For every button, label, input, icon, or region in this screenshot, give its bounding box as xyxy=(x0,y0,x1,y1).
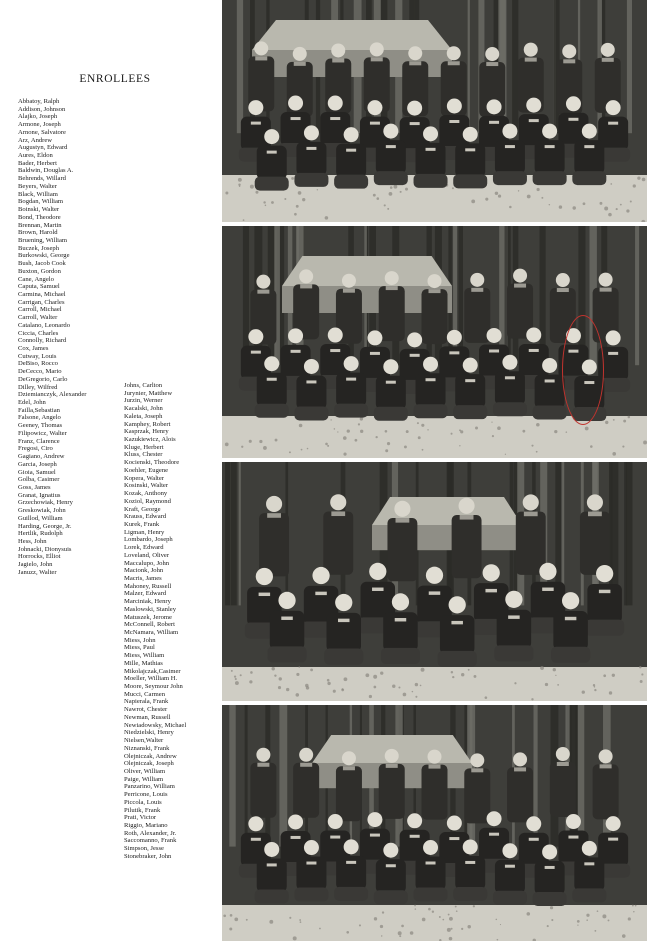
roster-name: Maslowski, Stanley xyxy=(124,605,177,613)
roster-name: Golba, Casimer xyxy=(18,476,60,484)
photo-image xyxy=(222,0,647,222)
highlight-circle xyxy=(562,315,604,425)
roster-name: McNamara, William xyxy=(124,629,179,636)
roster-name: Fregosi, Ciro xyxy=(18,445,53,453)
roster-name: Cox, James xyxy=(18,345,49,352)
roster-name: Greskowiak, John xyxy=(18,507,66,515)
roster-name: Gioia, Samuel xyxy=(18,468,56,476)
roster-name: Lombardo, Joseph xyxy=(124,536,173,544)
roster-name: Kurek, Frank xyxy=(124,520,160,528)
roster-name: Nielsen,Walter xyxy=(124,737,164,745)
roster-name: Edel, John xyxy=(18,399,46,407)
roster-name: Bruening, William xyxy=(18,236,68,244)
roster-name: Carroll, Walter xyxy=(18,314,58,322)
roster-name: Mucci, Carmen xyxy=(124,690,166,698)
roster-name: Moeller, William H. xyxy=(124,675,178,683)
roster-name: Jurzin, Werner xyxy=(124,397,163,405)
roster-name: Roth, Alexander, Jr. xyxy=(124,829,177,837)
page-title: ENROLLEES xyxy=(79,73,151,85)
roster-name: Augustyn, Edward xyxy=(18,144,68,152)
roster-name: Nawrot, Chester xyxy=(124,706,168,714)
roster-name: Failla,Sebastian xyxy=(18,406,60,414)
roster-name: Napierala, Frank xyxy=(124,698,169,706)
roster-name: Falsone, Angelo xyxy=(18,414,61,422)
roster-name: Kamphey, Robert xyxy=(124,420,171,428)
roster-name: Kacalski, John xyxy=(124,405,163,413)
roster-column-2 xyxy=(124,382,186,861)
roster-name: Miess, William xyxy=(124,652,165,660)
roster-name: Kluss, Chester xyxy=(124,451,163,459)
roster-name: Ligman, Henry xyxy=(124,528,165,536)
roster-name: Gagiano, Andrew xyxy=(18,453,65,461)
roster-name: Kozak, Anthony xyxy=(124,490,168,498)
roster-name: Horrocks, Elliot xyxy=(18,553,61,561)
roster-name: Franz, Clarence xyxy=(18,437,60,445)
roster-name: Saccomanno, Frank xyxy=(124,837,177,845)
roster-name: Bond, Theodore xyxy=(18,213,61,221)
roster-name: Januzz, Walter xyxy=(18,568,57,576)
roster-name: Pilutik, Frank xyxy=(124,806,161,814)
roster-name: Abbatoy, Ralph xyxy=(18,98,60,105)
roster-name: DeGregorio, Carlo xyxy=(18,375,68,383)
roster-name: Kosinski, Walter xyxy=(124,482,169,490)
roster-name: Kraft, George xyxy=(124,505,161,513)
roster-name: Kaleta, Joseph xyxy=(124,412,163,420)
roster-name: Alajko, Joseph xyxy=(18,113,58,121)
roster-name: Macris, James xyxy=(124,574,162,582)
roster-name: Koehler, Eugene xyxy=(124,466,169,474)
group-photo-3 xyxy=(222,462,647,701)
roster-name: Kluge, Herbert xyxy=(124,443,164,451)
photo-image xyxy=(222,705,647,941)
roster-name: Malzer, Edward xyxy=(124,590,167,598)
roster-name: Aures, Eldon xyxy=(18,152,53,160)
roster-name: Carrigan, Charles xyxy=(18,298,65,306)
roster-name: Geeney, Thomas xyxy=(18,422,63,430)
roster-name: Connolly, Richard xyxy=(18,337,67,345)
roster-name: Kocienski, Theodore xyxy=(124,459,180,467)
roster-name: Macionk, John xyxy=(124,567,164,575)
roster-name: Niedzielski, Henry xyxy=(124,729,174,737)
roster-name: Armone, Joseph xyxy=(18,121,61,129)
roster-name: Bogdan, William xyxy=(18,198,64,206)
roster-name: Krauss, Edward xyxy=(124,513,167,521)
roster-name: Beyers, Walter xyxy=(18,182,57,190)
roster-name: Newiadowsky, Michael xyxy=(124,721,187,729)
roster-name: Black, William xyxy=(18,190,58,198)
roster-name: Piccola, Louis xyxy=(124,798,162,806)
roster-name: Burkowski, George xyxy=(18,252,70,260)
roster-name: Mahoney, Russell xyxy=(124,582,172,590)
group-photo-1 xyxy=(222,0,647,222)
photo-image xyxy=(222,462,647,701)
roster-name: Paige, William xyxy=(124,775,164,783)
roster-name: Matuszek, Jerome xyxy=(124,613,172,621)
roster-column-1 xyxy=(18,98,86,577)
roster-name: Carmina, Michael xyxy=(18,290,66,298)
roster-name: Cutway, Louis xyxy=(18,352,57,360)
roster-name: Hess, John xyxy=(18,537,47,545)
roster-name: Simpson, Jesse xyxy=(124,845,164,853)
roster-name: Bush, Jacob Cook xyxy=(18,260,66,268)
roster-name: Behrends, Willard xyxy=(18,175,66,183)
roster-name: Caputa, Samuel xyxy=(18,283,60,291)
roster-name: Bader, Herbert xyxy=(18,159,57,167)
roster-name: McConnell, Robert xyxy=(124,621,175,629)
roster-name: Prati, Victor xyxy=(124,814,157,822)
roster-name: Moore, Seymour John xyxy=(124,683,183,691)
roster-name: Newman, Russell xyxy=(124,713,171,721)
roster-name: Johns, Carlton xyxy=(124,382,163,389)
roster-name: Koziol, Raymond xyxy=(124,497,171,505)
roster-name: Hertlik, Rudolph xyxy=(18,530,63,538)
roster-name: Olejniczak, Joseph xyxy=(124,760,174,768)
roster-name: Ciccia, Charles xyxy=(18,329,59,337)
roster-name: Stonebraker, John xyxy=(124,852,172,860)
roster-name: Miess, Paul xyxy=(124,644,155,652)
roster-name: Guillod, William xyxy=(18,514,63,522)
roster-name: Jurynier, Matthew xyxy=(124,389,173,397)
group-photo-4 xyxy=(222,705,647,941)
roster-name: Filipowicz, Walter xyxy=(18,429,67,437)
roster-name: Kasprzak, Henry xyxy=(124,428,169,436)
roster-name: Buczek, Joseph xyxy=(18,244,60,252)
roster-name: Brown, Harold xyxy=(18,229,58,237)
roster-name: Baldwin, Douglas A. xyxy=(18,167,74,175)
roster-name: Goss, James xyxy=(18,483,51,491)
roster-name: Maccalupo, John xyxy=(124,559,170,567)
roster-name: Boinski, Walter xyxy=(18,206,60,214)
roster-name: Arz, Andrew xyxy=(18,136,53,144)
roster-name: Loveland, Oliver xyxy=(124,551,170,559)
roster-name: Addison, Johnson xyxy=(18,105,66,113)
roster-name: Marciniak, Henry xyxy=(124,598,171,606)
roster-name: Grzechowiak, Henry xyxy=(18,499,73,507)
roster-name: Mille, Mathias xyxy=(124,659,163,667)
roster-name: Olejniczak, Andrew xyxy=(124,752,177,760)
roster-name: Dziemianczyk, Alexander xyxy=(18,391,87,399)
roster-name: Granat, Ignatius xyxy=(18,491,61,499)
roster-name: Brennan, Martin xyxy=(18,221,62,229)
roster-name: Johnacki, Dionysuis xyxy=(18,545,72,553)
roster-name: Perricone, Louis xyxy=(124,791,168,799)
roster-name: Kazukiewicz, Alois xyxy=(124,436,176,444)
roster-name: Buxton, Gordon xyxy=(18,267,61,275)
roster-name: Catalano, Leonardo xyxy=(18,321,70,329)
roster-name: Carroll, Michael xyxy=(18,306,62,314)
roster-name: Harding, George, Jr. xyxy=(18,522,72,530)
roster-name: Mikolajczak,Casimer xyxy=(124,667,181,675)
roster-name: DeCecco, Mario xyxy=(18,368,62,376)
roster-name: Riggio, Mariano xyxy=(124,821,168,829)
roster-name: DeBiso, Rocco xyxy=(18,360,58,368)
roster-name: Niznanski, Frank xyxy=(124,744,170,752)
roster-name: Kopera, Walter xyxy=(124,474,164,482)
roster-name: Garcia, Joseph xyxy=(18,460,57,468)
roster-name: Arnone, Salvatore xyxy=(18,128,66,136)
roster-name: Dilley, Wilfred xyxy=(18,383,58,391)
roster-name: Lorek, Edward xyxy=(124,544,164,552)
roster-name: Panzarino, William xyxy=(124,783,175,791)
roster-name: Jagielo, John xyxy=(18,561,53,569)
roster-name: Oliver, William xyxy=(124,767,166,775)
roster-name: Cane, Angelo xyxy=(18,275,54,283)
roster-name: Miess, John xyxy=(124,636,156,644)
